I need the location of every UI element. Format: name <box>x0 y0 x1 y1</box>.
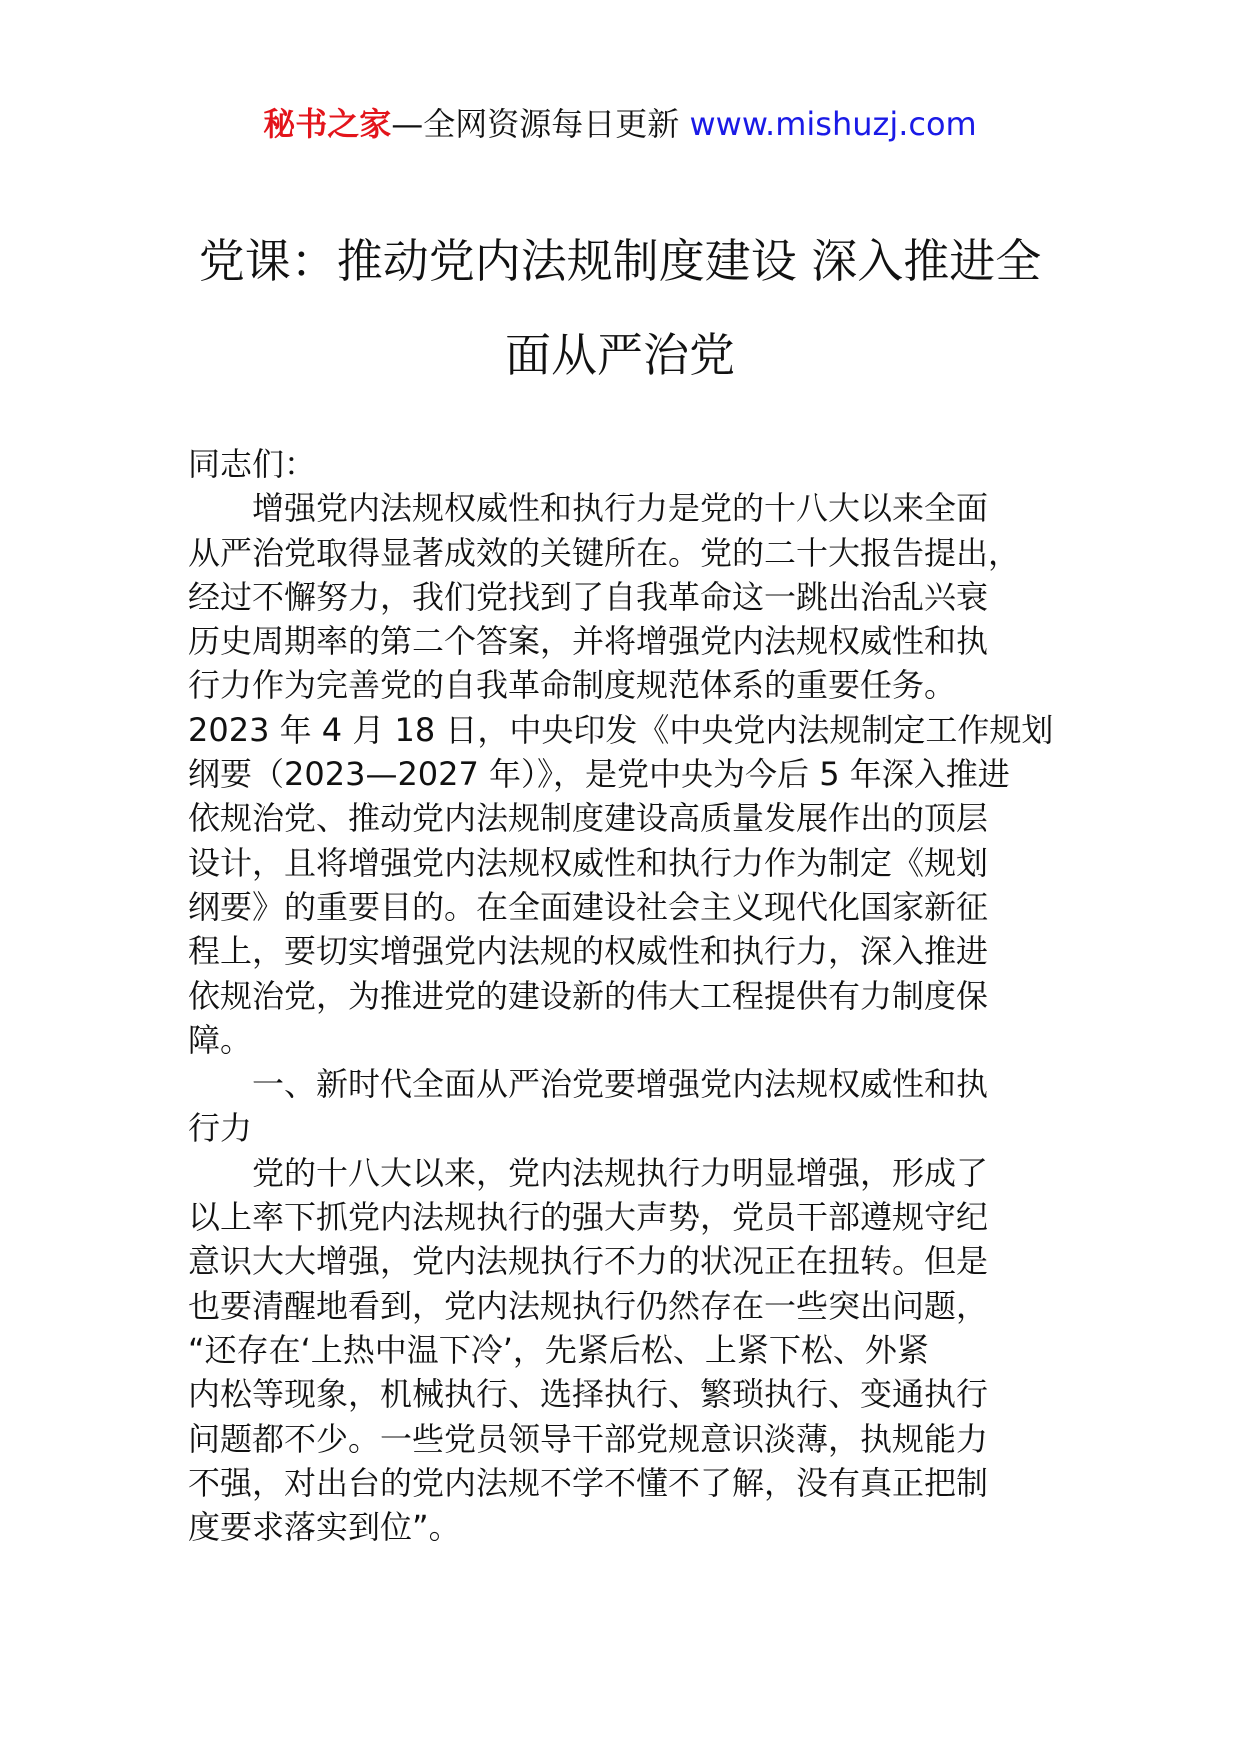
section-heading-line: 行力 <box>188 1109 253 1148</box>
site-tagline: —全网资源每日更新 <box>391 105 690 143</box>
paragraph-line: 意识大大增强，党内法规执行不力的状况正在扭转。但是 <box>188 1242 989 1281</box>
paragraph-line: 2023 年 4 月 18 日，中央印发《中央党内法规制定工作规划 <box>188 710 1054 749</box>
paragraph-line: 从严治党取得显著成效的关键所在。党的二十大报告提出， <box>188 533 1021 572</box>
paragraph-line: 增强党内法规权威性和执行力是党的十八大以来全面 <box>252 489 989 528</box>
paragraph-line: 纲要（2023—2027 年）》，是党中央为今后 5 年深入推进 <box>188 755 1010 794</box>
paragraph-line: 度要求落实到位”。 <box>188 1508 461 1547</box>
paragraph-line: 依规治党、推动党内法规制度建设高质量发展作出的顶层 <box>188 799 989 838</box>
paragraph-line: 以上率下抓党内法规执行的强大声势，党员干部遵规守纪 <box>188 1198 989 1237</box>
section-heading-line: 一、新时代全面从严治党要增强党内法规权威性和执 <box>252 1065 989 1104</box>
site-brand: 秘书之家 <box>263 105 392 143</box>
paragraph-line: 问题都不少。一些党员领导干部党规意识淡薄，执规能力 <box>188 1419 989 1458</box>
paragraph-line: 历史周期率的第二个答案，并将增强党内法规权威性和执 <box>188 622 989 661</box>
paragraph-line: 障。 <box>188 1020 253 1059</box>
paragraph-line: 依规治党，为推进党的建设新的伟大工程提供有力制度保 <box>188 976 989 1015</box>
paragraph-line: 设计，且将增强党内法规权威性和执行力作为制定《规划 <box>188 843 989 882</box>
paragraph-line: 程上，要切实增强党内法规的权威性和执行力，深入推进 <box>188 932 989 971</box>
paragraph-line: 党的十八大以来，党内法规执行力明显增强，形成了 <box>252 1153 989 1192</box>
document-body <box>188 442 1088 1549</box>
title-line-2: 面从严治党 <box>505 328 735 382</box>
paragraph-line: 不强，对出台的党内法规不学不懂不了解，没有真正把制 <box>188 1463 989 1502</box>
site-url-link[interactable]: www.mishuzj.com <box>689 105 977 143</box>
paragraph-line: 行力作为完善党的自我革命制度规范体系的重要任务。 <box>188 666 957 705</box>
site-header <box>0 104 1240 144</box>
paragraph-line: 纲要》的重要目的。在全面建设社会主义现代化国家新征 <box>188 887 989 926</box>
paragraph-line: 内松等现象，机械执行、选择执行、繁琐执行、变通执行 <box>188 1375 989 1414</box>
paragraph-line: 经过不懈努力，我们党找到了自我革命这一跳出治乱兴衰 <box>188 577 989 616</box>
title-line-1: 党课：推动党内法规制度建设 深入推进全 <box>198 234 1042 288</box>
paragraph-line: “还存在‘上热中温下冷’，先紧后松、上紧下松、外紧 <box>188 1330 929 1369</box>
paragraph-line: 也要清醒地看到，党内法规执行仍然存在一些突出问题， <box>188 1286 989 1325</box>
salutation: 同志们： <box>188 445 317 483</box>
document-title <box>150 214 1090 402</box>
